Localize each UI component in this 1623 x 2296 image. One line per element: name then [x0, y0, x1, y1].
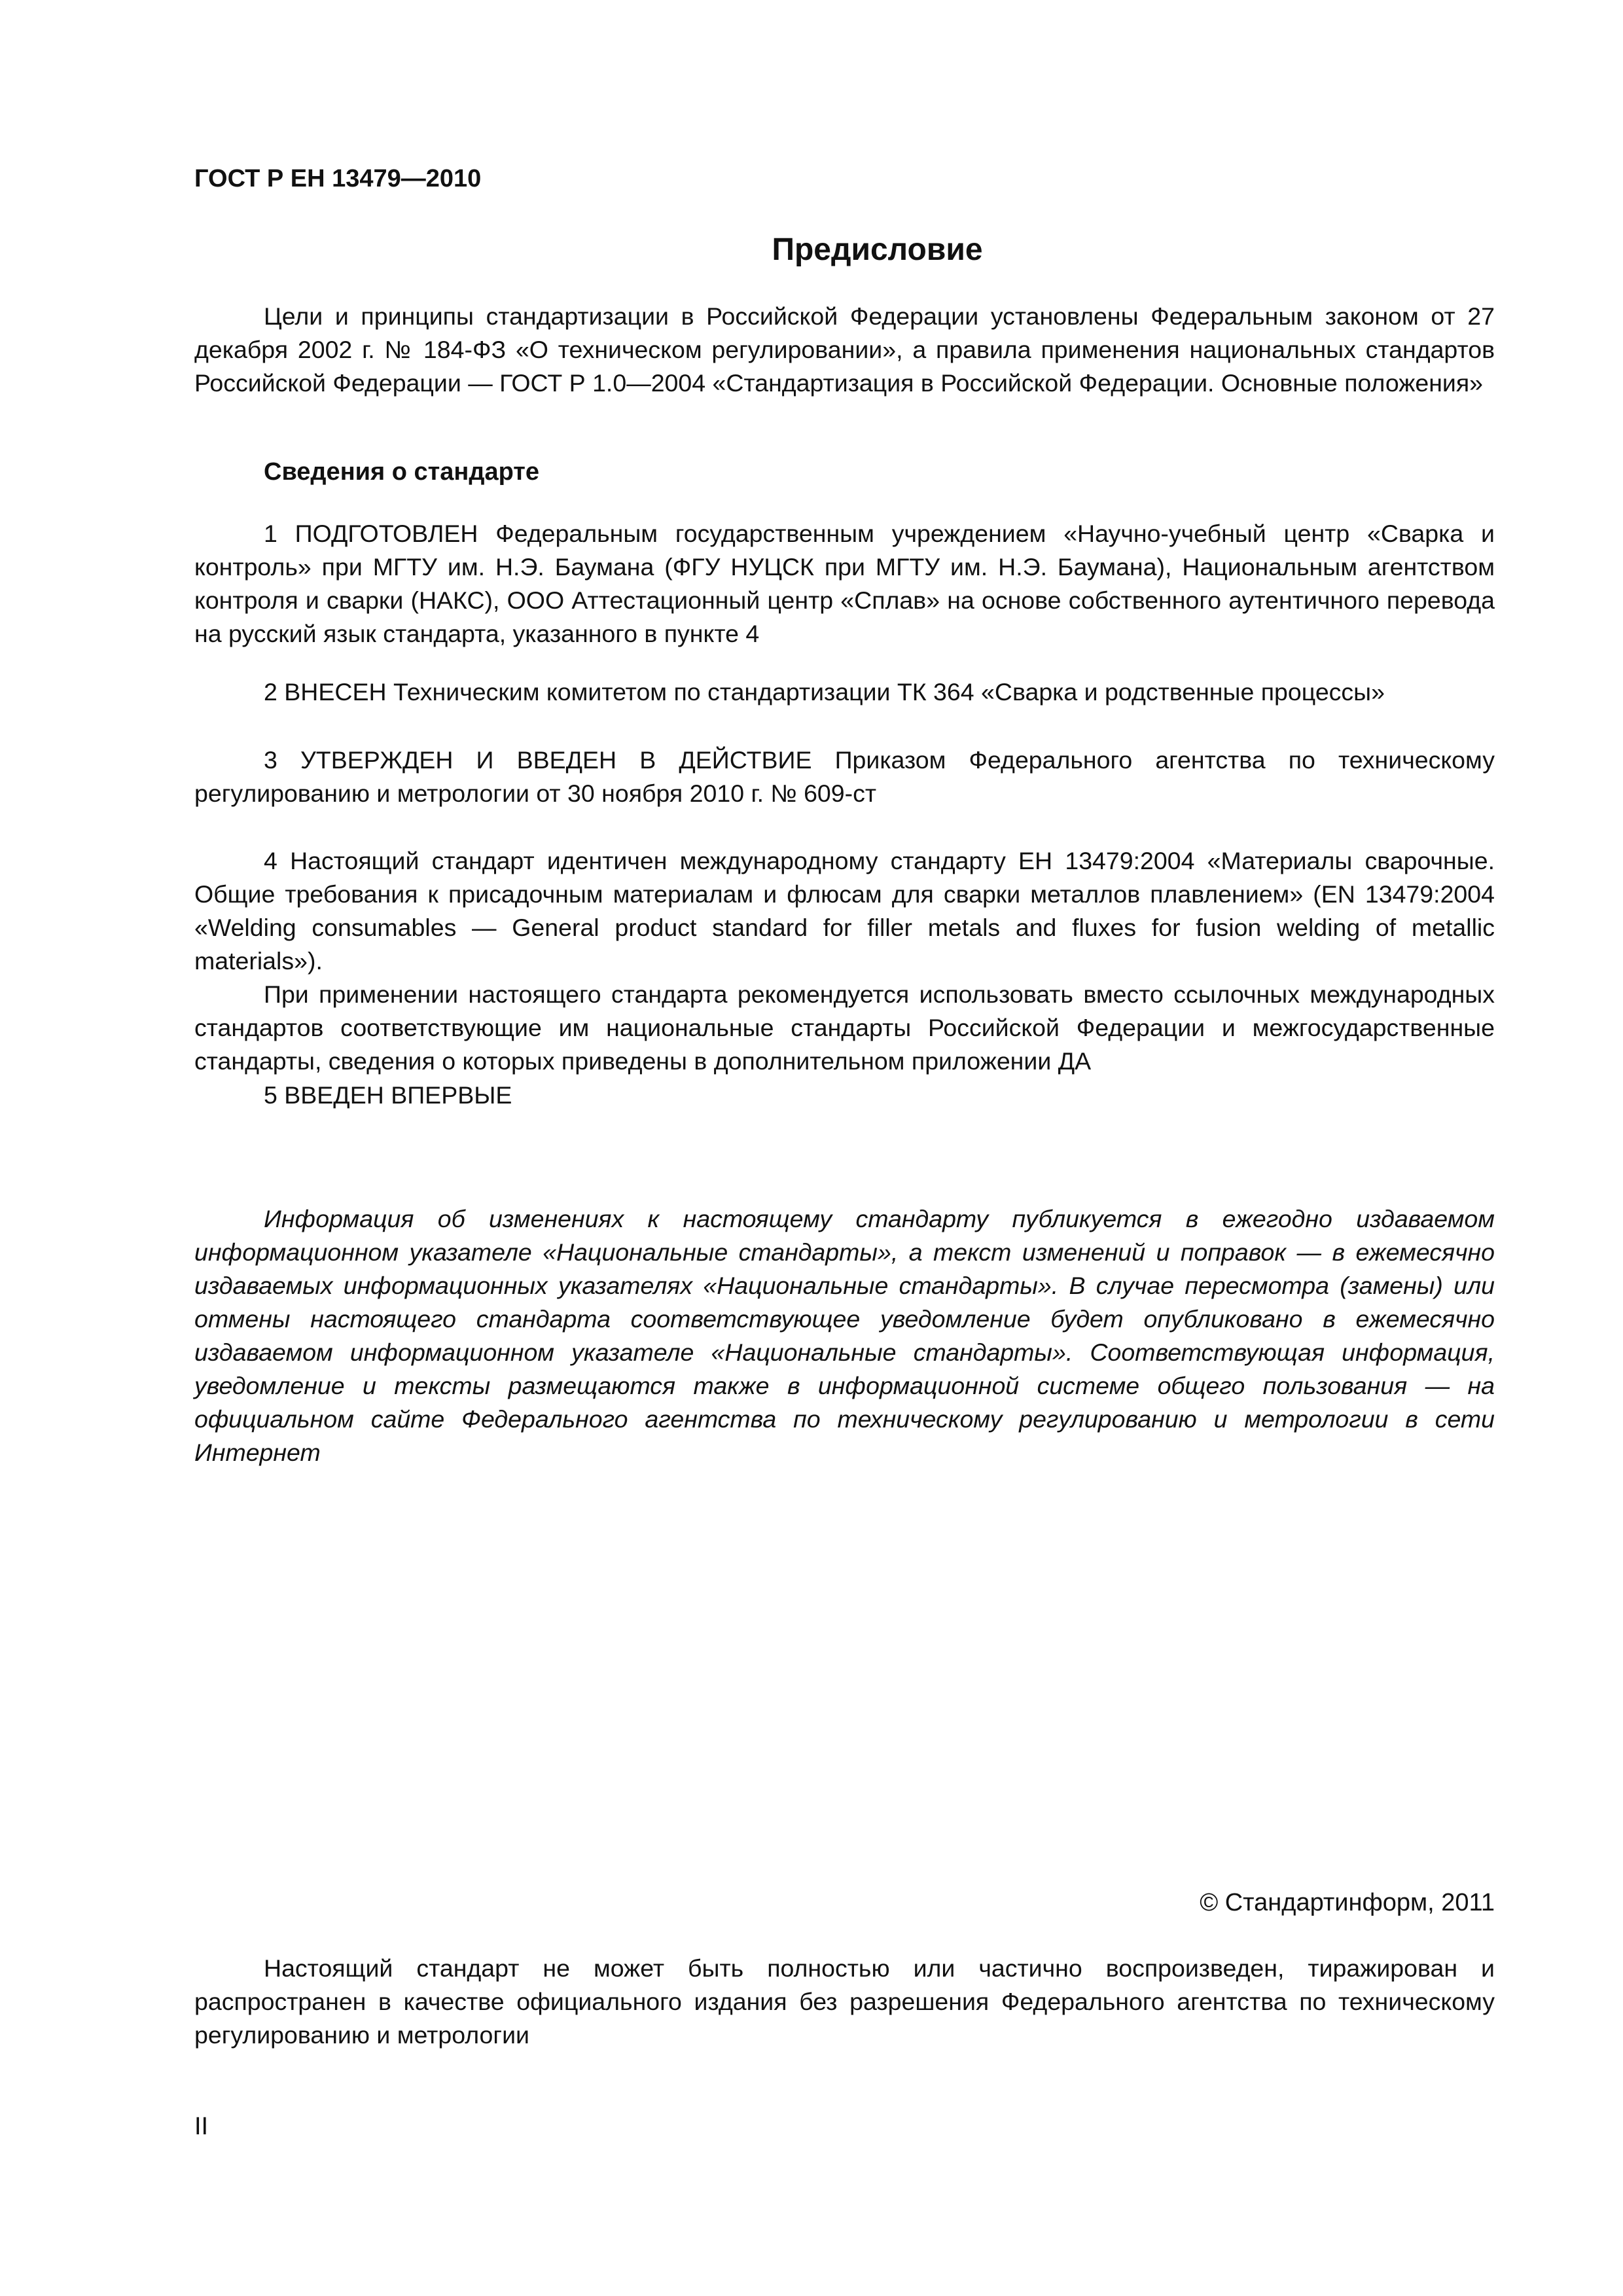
document-code: ГОСТ Р ЕН 13479—2010 [194, 165, 482, 192]
notice-paragraph: Настоящий стандарт не может быть полностью или частично воспроизведен, тиражирован и распространен в качестве официального издания без разрешения Федерального агентства по техническому регулированию и метрологии [194, 1954, 1495, 2049]
item-2 [194, 675, 1495, 709]
item-2-text: 2 ВНЕСЕН Техническим комитетом по стандартизации ТК 364 «Сварка и родственные процессы» [264, 678, 1385, 706]
section-heading: Сведения о стандарте [264, 458, 540, 486]
item-4-note: При применении настоящего стандарта рекомендуется использовать вместо ссылочных международных стандартов соответствующие им национальные стандарты Российской Федерации и межгосударственные стандарты, сведения о которых приведены в дополнительном приложении ДА [194, 980, 1495, 1075]
copyright-line: © Стандартинформ, 2011 [1200, 1889, 1495, 1916]
item-4-text: 4 Настоящий стандарт идентичен международному стандарту ЕН 13479:2004 «Материалы сварочные. Общие требования к присадочным материалам и флюсам для сварки металлов плавлением» (EN 13479:2004 «Welding consumables — General product standard for filler metals and fluxes for fusion welding of metallic materials»). [194, 847, 1495, 975]
page-number: II [194, 2113, 209, 2140]
item-1-text: 1 ПОДГОТОВЛЕН Федеральным государственным учреждением «Научно-учебный центр «Сварка и контроль» при МГТУ им. Н.Э. Баумана (ФГУ НУЦСК при МГТУ им. Н.Э. Баумана), Национальным агентством контроля и сварки (НАКС), ООО Аттестационный центр «Сплав» на основе собственного аутентичного перевода на русский язык стандарта, указанного в пункте 4 [194, 520, 1495, 647]
item-3 [194, 744, 1495, 810]
item-1 [194, 517, 1495, 651]
intro-section [194, 300, 1495, 400]
intro-paragraph: Цели и принципы стандартизации в Российской Федерации установлены Федеральным законом от 27 декабря 2002 г. № 184-ФЗ «О техническом регулировании», а правила применения национальных стандартов Российской Федерации — ГОСТ Р 1.0—2004 «Стандартизация в Российской Федерации. Основные положения» [194, 302, 1495, 397]
item-5 [194, 1079, 1495, 1112]
item-5-text: 5 ВВЕДЕН ВПЕРВЫЕ [264, 1081, 512, 1109]
page-title: Предисловие [772, 232, 983, 267]
info-notice [194, 1202, 1495, 1469]
reproduction-notice [194, 1952, 1495, 2052]
info-paragraph: Информация об изменениях к настоящему стандарту публикуется в ежегодно издаваемом информационном указателе «Национальные стандарты», а текст изменений и поправок — в ежемесячно издаваемых информационных указателях «Национальные стандарты». В случае пересмотра (замены) или отмены настоящего стандарта соответствующее уведомление будет опубликовано в ежемесячно издаваемом информационном указателе «Национальные стандарты». Соответствующая информация, уведомление и тексты размещаются также в информационной системе общего пользования — на официальном сайте Федерального агентства по техническому регулированию и метрологии в сети Интернет [194, 1205, 1495, 1466]
item-3-text: 3 УТВЕРЖДЕН И ВВЕДЕН В ДЕЙСТВИЕ Приказом Федерального агентства по техническому регулированию и метрологии от 30 ноября 2010 г. № 609-ст [194, 746, 1495, 807]
item-4 [194, 844, 1495, 1078]
